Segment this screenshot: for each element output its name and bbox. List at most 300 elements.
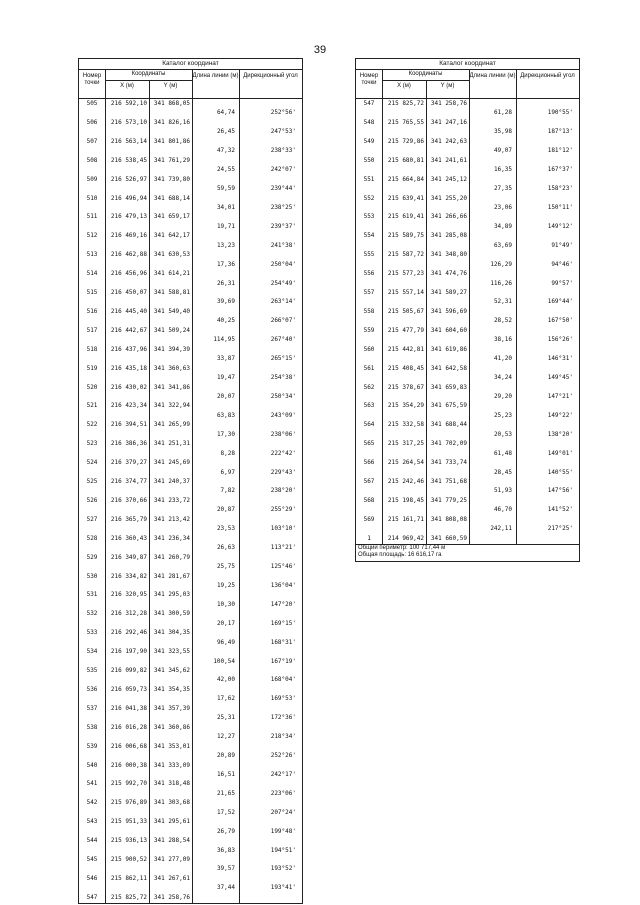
point-y-coordinate: 341 242,63: [430, 137, 467, 145]
point-y-coordinate: 341 323,55: [153, 648, 190, 656]
segment-length: 63,69: [493, 241, 512, 249]
point-number: 557: [363, 289, 375, 296]
point-x-coordinate: 215 936,13: [110, 837, 147, 845]
point-y-coordinate: 341 341,86: [153, 383, 190, 391]
point-number: 549: [363, 137, 375, 145]
point-y-coordinate: 341 733,74: [430, 459, 467, 467]
segment-length: 26,79: [216, 827, 235, 835]
point-y-coordinate: 341 303,68: [153, 799, 190, 807]
segment-length: 33,87: [216, 355, 235, 363]
point-number: 566: [363, 459, 375, 467]
point-x-coordinate: 215 664,84: [387, 175, 424, 183]
point-y-coordinate: 341 642,58: [430, 364, 467, 372]
segment-direction-angle: 254°49': [270, 279, 296, 287]
point-x-coordinate: 216 445,40: [110, 307, 147, 315]
point-number: 518: [86, 345, 98, 353]
segment-direction-angle: 247°53': [270, 128, 296, 136]
point-number: 563: [363, 402, 375, 410]
point-x-coordinate: 215 900,52: [110, 856, 147, 863]
point-y-coordinate: 341 614,21: [153, 270, 190, 278]
segment-length: 100,54: [213, 657, 235, 665]
segment-length: 19,25: [216, 581, 235, 589]
point-x-coordinate: 216 312,28: [110, 610, 147, 618]
point-x-coordinate: 216 374,77: [110, 478, 147, 485]
point-x-coordinate: 215 680,81: [387, 156, 424, 164]
point-number: 511: [86, 213, 98, 221]
point-y-coordinate: 341 233,72: [153, 496, 190, 504]
segment-length: 35,98: [493, 128, 512, 136]
segment-length: 41,20: [493, 355, 512, 363]
point-y-coordinate: 341 251,31: [153, 440, 190, 448]
segment-direction-angle: 207°24': [270, 808, 296, 816]
point-x-coordinate: 216 016,28: [110, 723, 147, 731]
point-number: 567: [363, 478, 375, 485]
segment-length: 23,53: [216, 525, 235, 533]
segment-length: 17,36: [216, 260, 235, 268]
point-number: 554: [363, 232, 375, 240]
total-perimeter: Общий периметр: 100 717,44 м: [358, 544, 446, 551]
point-number: 542: [86, 799, 98, 807]
segment-length: 46,70: [493, 506, 512, 514]
point-number: 546: [86, 874, 98, 882]
segment-direction-angle: 91°49': [551, 241, 573, 249]
segment-length: 114,95: [213, 336, 235, 344]
point-number: 531: [86, 591, 98, 599]
point-number: 526: [86, 496, 98, 504]
header-coordinates: Координаты: [131, 71, 166, 77]
point-number: 529: [86, 553, 98, 561]
point-number: 506: [86, 118, 98, 126]
point-number: 521: [86, 402, 98, 410]
segment-length: 40,25: [216, 317, 235, 325]
point-number: 550: [363, 156, 375, 164]
point-number: 512: [86, 232, 98, 240]
point-number: 522: [86, 421, 98, 429]
point-number: 552: [363, 194, 375, 202]
point-x-coordinate: 215 378,67: [387, 383, 424, 391]
segment-length: 17,62: [216, 695, 235, 703]
point-x-coordinate: 216 450,07: [110, 289, 147, 296]
segment-length: 16,51: [216, 770, 235, 778]
point-number: 569: [363, 515, 375, 523]
point-x-coordinate: 215 317,25: [387, 440, 424, 448]
segment-direction-angle: 229°43': [270, 468, 296, 476]
point-x-coordinate: 215 587,72: [387, 251, 424, 259]
point-x-coordinate: 215 729,86: [387, 137, 424, 145]
point-x-coordinate: 215 161,71: [387, 515, 424, 523]
header-bottom: [356, 98, 579, 99]
segment-direction-angle: 146°31': [547, 355, 573, 363]
point-x-coordinate: 215 477,79: [387, 326, 424, 334]
point-y-coordinate: 341 245,12: [430, 175, 467, 183]
segment-length: 8,28: [220, 449, 235, 457]
segment-length: 42,00: [216, 676, 235, 684]
point-y-coordinate: 341 642,17: [153, 232, 190, 240]
segment-direction-angle: 193°41': [270, 884, 296, 892]
point-number: 532: [86, 610, 98, 618]
point-x-coordinate: 215 992,70: [110, 780, 147, 788]
segment-length: 20,07: [216, 392, 235, 400]
point-x-coordinate: 216 041,38: [110, 704, 147, 712]
point-x-coordinate: 216 292,46: [110, 629, 147, 637]
point-number: 520: [86, 383, 98, 391]
point-x-coordinate: 215 264,54: [387, 459, 424, 467]
point-y-coordinate: 341 353,01: [153, 742, 190, 750]
point-number: 525: [86, 478, 98, 485]
point-number: 539: [86, 742, 98, 750]
point-y-coordinate: 341 265,99: [153, 421, 190, 429]
point-y-coordinate: 341 360,86: [153, 723, 190, 731]
point-y-coordinate: 341 604,60: [430, 326, 467, 334]
segment-length: 29,20: [493, 392, 512, 400]
point-number: 530: [86, 572, 98, 580]
segment-direction-angle: 158°23': [547, 185, 573, 193]
point-y-coordinate: 341 288,54: [153, 837, 190, 845]
segment-length: 47,32: [216, 147, 235, 155]
coordinate-catalog-table-left: [78, 58, 303, 904]
point-y-coordinate: 341 318,48: [153, 780, 190, 788]
segment-direction-angle: 254°38': [270, 374, 296, 382]
segment-direction-angle: 141°52': [547, 506, 573, 514]
point-x-coordinate: 216 379,27: [110, 459, 147, 467]
point-y-coordinate: 341 360,63: [153, 364, 190, 372]
coordinate-catalog-table-right: [355, 58, 580, 562]
point-number: 560: [363, 345, 375, 353]
point-x-coordinate: 215 442,81: [387, 345, 424, 353]
point-number: 541: [86, 780, 98, 788]
point-number: 524: [86, 459, 98, 467]
table-title: Каталог координат: [356, 59, 579, 70]
segment-direction-angle: 187°13': [547, 128, 573, 136]
point-y-coordinate: 341 589,27: [430, 289, 467, 296]
segment-direction-angle: 149°45': [547, 374, 573, 382]
segment-length: 25,75: [216, 563, 235, 571]
point-number: 515: [86, 289, 98, 296]
segment-direction-angle: 266°07': [270, 317, 296, 325]
point-number: 545: [86, 856, 98, 863]
segment-length: 34,01: [216, 203, 235, 211]
point-y-coordinate: 341 688,44: [430, 421, 467, 429]
point-number: 553: [363, 213, 375, 221]
point-number: 558: [363, 307, 375, 315]
point-y-coordinate: 341 333,09: [153, 761, 190, 769]
point-number: 505: [86, 100, 98, 107]
point-number: 534: [86, 648, 98, 656]
segment-length: 13,23: [216, 241, 235, 249]
point-x-coordinate: 216 592,10: [110, 100, 147, 107]
segment-length: 52,31: [493, 298, 512, 306]
segment-direction-angle: 113°21': [270, 544, 296, 552]
point-y-coordinate: 341 660,59: [430, 534, 467, 542]
point-number: 510: [86, 194, 98, 202]
segment-direction-angle: 125°46': [270, 563, 296, 571]
segment-length: 38,16: [493, 336, 512, 344]
segment-direction-angle: 147°56': [547, 487, 573, 495]
point-y-coordinate: 341 295,03: [153, 591, 190, 599]
segment-direction-angle: 147°21': [547, 392, 573, 400]
segment-length: 61,48: [493, 449, 512, 457]
header-y: Y (м): [440, 83, 455, 89]
point-y-coordinate: 341 868,05: [153, 100, 190, 107]
point-number: 535: [86, 667, 98, 674]
point-x-coordinate: 215 557,14: [387, 289, 424, 296]
point-x-coordinate: 215 862,11: [110, 874, 147, 882]
header-x: X (м): [397, 83, 411, 89]
segment-direction-angle: 193°52': [270, 865, 296, 873]
point-y-coordinate: 341 285,08: [430, 232, 467, 240]
point-y-coordinate: 341 304,35: [153, 629, 190, 637]
point-y-coordinate: 341 300,59: [153, 610, 190, 618]
header-coordinates: Координаты: [408, 71, 443, 77]
header-point-number: Номер точки: [359, 73, 379, 86]
segment-direction-angle: 243°09': [270, 411, 296, 419]
point-y-coordinate: 341 241,61: [430, 156, 467, 164]
segment-direction-angle: 167°37': [547, 166, 573, 174]
segment-direction-angle: 181°12': [547, 147, 573, 155]
segment-direction-angle: 217°25': [547, 525, 573, 533]
point-x-coordinate: 216 563,14: [110, 137, 147, 145]
point-number: 528: [86, 534, 98, 542]
point-y-coordinate: 341 277,09: [153, 856, 190, 863]
point-number: 562: [363, 383, 375, 391]
segment-direction-angle: 149°01': [547, 449, 573, 457]
segment-direction-angle: 199°48': [270, 827, 296, 835]
point-y-coordinate: 341 354,35: [153, 685, 190, 693]
point-x-coordinate: 215 354,29: [387, 402, 424, 410]
segment-length: 63,83: [216, 411, 235, 419]
point-x-coordinate: 216 370,66: [110, 496, 147, 504]
segment-length: 34,24: [493, 374, 512, 382]
point-number: 540: [86, 761, 98, 769]
segment-length: 25,31: [216, 714, 235, 722]
segment-length: 37,44: [216, 884, 235, 892]
point-number: 568: [363, 496, 375, 504]
segment-direction-angle: 242°07': [270, 166, 296, 174]
point-x-coordinate: 216 423,34: [110, 402, 147, 410]
point-y-coordinate: 341 258,76: [153, 893, 190, 901]
segment-length: 34,89: [493, 222, 512, 230]
point-y-coordinate: 341 588,81: [153, 289, 190, 296]
point-x-coordinate: 215 589,75: [387, 232, 424, 240]
point-number: 555: [363, 251, 375, 259]
point-y-coordinate: 341 266,66: [430, 213, 467, 221]
header-point-number: Номер точки: [82, 73, 102, 86]
segment-length: 7,82: [220, 487, 235, 495]
point-y-coordinate: 341 630,53: [153, 251, 190, 259]
point-number: 513: [86, 251, 98, 259]
segment-length: 6,97: [220, 468, 235, 476]
point-y-coordinate: 341 394,39: [153, 345, 190, 353]
point-x-coordinate: 215 408,45: [387, 364, 424, 372]
point-x-coordinate: 216 437,96: [110, 345, 147, 353]
point-x-coordinate: 216 360,43: [110, 534, 147, 542]
segment-length: 17,52: [216, 808, 235, 816]
table-title: Каталог координат: [79, 59, 302, 70]
point-number: 559: [363, 326, 375, 334]
segment-direction-angle: 168°04': [270, 676, 296, 684]
segment-length: 96,49: [216, 638, 235, 646]
point-y-coordinate: 341 596,69: [430, 307, 467, 315]
point-y-coordinate: 341 619,86: [430, 345, 467, 353]
point-number: 561: [363, 364, 375, 372]
point-y-coordinate: 341 236,34: [153, 534, 190, 542]
point-number: 508: [86, 156, 98, 164]
point-x-coordinate: 216 197,90: [110, 648, 147, 656]
point-number: 514: [86, 270, 98, 278]
point-x-coordinate: 216 000,38: [110, 761, 147, 769]
point-number: 564: [363, 421, 375, 429]
segment-direction-angle: 242°17': [270, 770, 296, 778]
segment-length: 25,23: [493, 411, 512, 419]
point-y-coordinate: 341 509,24: [153, 326, 190, 334]
point-x-coordinate: 216 320,95: [110, 591, 147, 599]
point-number: 537: [86, 704, 98, 712]
point-x-coordinate: 215 198,45: [387, 496, 424, 504]
point-y-coordinate: 341 267,61: [153, 874, 190, 882]
segment-direction-angle: 218°34': [270, 733, 296, 741]
segment-length: 28,45: [493, 468, 512, 476]
point-number: 507: [86, 137, 98, 145]
point-x-coordinate: 215 577,23: [387, 270, 424, 278]
segment-length: 23,06: [493, 203, 512, 211]
point-y-coordinate: 341 348,80: [430, 251, 467, 259]
point-y-coordinate: 341 357,39: [153, 704, 190, 712]
header-angle: Дирекционный угол: [520, 73, 575, 79]
point-y-coordinate: 341 659,17: [153, 213, 190, 221]
segment-direction-angle: 194°51': [270, 846, 296, 854]
point-x-coordinate: 216 462,88: [110, 251, 147, 259]
segment-length: 26,63: [216, 544, 235, 552]
segment-length: 116,26: [490, 279, 512, 287]
point-y-coordinate: 341 659,83: [430, 383, 467, 391]
point-x-coordinate: 215 825,72: [110, 893, 147, 901]
point-y-coordinate: 341 751,68: [430, 478, 467, 485]
point-number: 523: [86, 440, 98, 448]
point-number: 551: [363, 175, 375, 183]
segment-length: 12,27: [216, 733, 235, 741]
segment-direction-angle: 168°31': [270, 638, 296, 646]
point-number: 519: [86, 364, 98, 372]
total-area: Общая площадь: 16 616,17 га: [358, 551, 442, 558]
point-x-coordinate: 216 469,16: [110, 232, 147, 240]
point-y-coordinate: 341 258,76: [430, 100, 467, 107]
segment-direction-angle: 238°20': [270, 487, 296, 495]
segment-direction-angle: 136°04': [270, 581, 296, 589]
point-x-coordinate: 216 006,68: [110, 742, 147, 750]
segment-direction-angle: 265°15': [270, 355, 296, 363]
point-x-coordinate: 216 099,82: [110, 667, 147, 674]
point-y-coordinate: 341 779,25: [430, 496, 467, 504]
segment-length: 36,83: [216, 846, 235, 854]
point-number: 516: [86, 307, 98, 315]
point-x-coordinate: 215 765,55: [387, 118, 424, 126]
point-y-coordinate: 341 240,37: [153, 478, 190, 485]
point-x-coordinate: 216 430,02: [110, 383, 147, 391]
segment-length: 21,65: [216, 789, 235, 797]
point-x-coordinate: 216 526,97: [110, 175, 147, 183]
point-number: 544: [86, 837, 98, 845]
segment-length: 17,30: [216, 430, 235, 438]
segment-direction-angle: 239°44': [270, 185, 296, 193]
segment-direction-angle: 190°55': [547, 109, 573, 117]
column-line: [149, 80, 150, 903]
segment-direction-angle: 169°44': [547, 298, 573, 306]
point-y-coordinate: 341 474,76: [430, 270, 467, 278]
segment-length: 19,47: [216, 374, 235, 382]
point-number: 565: [363, 440, 375, 448]
segment-direction-angle: 94°46': [551, 260, 573, 268]
point-x-coordinate: 214 969,42: [387, 534, 424, 542]
segment-length: 51,93: [493, 487, 512, 495]
point-number: 548: [363, 118, 375, 126]
segment-direction-angle: 252°56': [270, 109, 296, 117]
point-x-coordinate: 215 951,33: [110, 818, 147, 826]
point-y-coordinate: 341 281,67: [153, 572, 190, 580]
point-x-coordinate: 215 619,41: [387, 213, 424, 221]
point-x-coordinate: 216 365,79: [110, 515, 147, 523]
point-x-coordinate: 215 976,89: [110, 799, 147, 807]
point-number: 527: [86, 515, 98, 523]
point-x-coordinate: 216 394,51: [110, 421, 147, 429]
point-y-coordinate: 341 213,42: [153, 515, 190, 523]
segment-length: 64,74: [216, 109, 235, 117]
segment-length: 27,35: [493, 185, 512, 193]
segment-direction-angle: 147°20': [270, 600, 296, 608]
segment-direction-angle: 172°36': [270, 714, 296, 722]
segment-direction-angle: 167°50': [547, 317, 573, 325]
segment-direction-angle: 263°14': [270, 298, 296, 306]
point-y-coordinate: 341 345,62: [153, 667, 190, 674]
point-y-coordinate: 341 739,80: [153, 175, 190, 183]
segment-direction-angle: 250°34': [270, 392, 296, 400]
point-x-coordinate: 216 334,82: [110, 572, 147, 580]
point-x-coordinate: 216 538,45: [110, 156, 147, 164]
segment-direction-angle: 255°29': [270, 506, 296, 514]
segment-length: 20,53: [493, 430, 512, 438]
segment-direction-angle: 239°37': [270, 222, 296, 230]
point-number: 536: [86, 685, 98, 693]
point-x-coordinate: 216 442,67: [110, 326, 147, 334]
point-number: 543: [86, 818, 98, 826]
segment-length: 61,28: [493, 109, 512, 117]
segment-direction-angle: 169°15': [270, 619, 296, 627]
point-y-coordinate: 341 675,59: [430, 402, 467, 410]
point-x-coordinate: 216 479,13: [110, 213, 147, 221]
point-x-coordinate: 216 456,96: [110, 270, 147, 278]
segment-length: 20,87: [216, 506, 235, 514]
point-x-coordinate: 216 496,94: [110, 194, 147, 202]
point-x-coordinate: 215 332,58: [387, 421, 424, 429]
segment-direction-angle: 149°12': [547, 222, 573, 230]
segment-length: 20,17: [216, 619, 235, 627]
point-y-coordinate: 341 322,94: [153, 402, 190, 410]
segment-length: 24,55: [216, 166, 235, 174]
point-y-coordinate: 341 255,20: [430, 194, 467, 202]
point-y-coordinate: 341 245,69: [153, 459, 190, 467]
header-angle: Дирекционный угол: [243, 73, 298, 79]
segment-length: 19,71: [216, 222, 235, 230]
segment-direction-angle: 252°26': [270, 752, 296, 760]
point-y-coordinate: 341 801,86: [153, 137, 190, 145]
segment-length: 49,07: [493, 147, 512, 155]
point-y-coordinate: 341 260,79: [153, 553, 190, 561]
segment-length: 126,29: [490, 260, 512, 268]
point-y-coordinate: 341 826,16: [153, 118, 190, 126]
point-x-coordinate: 215 505,67: [387, 307, 424, 315]
segment-direction-angle: 222°42': [270, 449, 296, 457]
segment-direction-angle: 238°25': [270, 203, 296, 211]
segment-direction-angle: 140°55': [547, 468, 573, 476]
